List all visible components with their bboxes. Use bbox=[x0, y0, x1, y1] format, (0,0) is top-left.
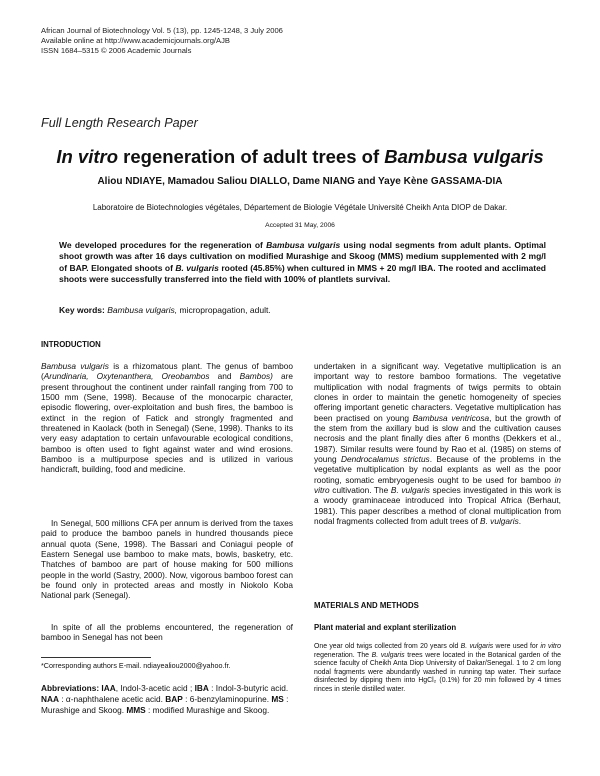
keywords-label: Key words: bbox=[59, 305, 105, 315]
title-text: regeneration of adult trees of bbox=[118, 146, 385, 167]
abbrev-text: , Indol-3-acetic acid ; bbox=[115, 683, 195, 693]
methods-heading: MATERIALS AND METHODS bbox=[314, 601, 419, 610]
journal-citation: African Journal of Biotechnology Vol. 5 (13), pp. 1245-1248, 3 July 2006 bbox=[41, 26, 283, 35]
methods-paragraph bbox=[314, 643, 561, 695]
methods-italic: B. vulgaris bbox=[460, 643, 494, 650]
methods-text: trees were located in the Botanical garden of the science faculty of Cheikh Anta Diop University of Dakar/Senegal. 1 to 2 cm long nodal fragments were abundantly washed in running tap water. Their surface disinfected by dipping them into HgCl₂ (0.1%) for 20 min followed by 4 times rinces in sterile distilled water. bbox=[314, 651, 562, 693]
methods-text: regeneration. The bbox=[314, 651, 372, 659]
right-text: cultivation. The bbox=[329, 485, 391, 496]
intro-paragraph-1 bbox=[41, 361, 293, 475]
abbrev-term: MMS bbox=[126, 705, 146, 715]
abbrev-text: : Murashige and Skoog. bbox=[41, 694, 289, 715]
title-italic-2: Bambusa vulgaris bbox=[384, 146, 544, 167]
right-text: species investigated in this work is a woody graminaceae introduced into Tropical Africa (Berhaut, 1981). This paper describes a method of clonal multiplication from nodal fragments collected from adult trees of bbox=[314, 485, 562, 527]
abbrev-term: BAP bbox=[165, 694, 183, 704]
title-italic-1: In vitro bbox=[56, 146, 119, 167]
abbrev-term: IAA bbox=[99, 683, 116, 693]
journal-url: Available online at http://www.academicjournals.org/AJB bbox=[41, 36, 230, 45]
right-italic: Bambusa ventricosa bbox=[412, 412, 490, 423]
paper-type: Full Length Research Paper bbox=[41, 116, 198, 130]
abstract bbox=[59, 240, 546, 285]
intro-text: are present throughout the continent under rainfall ranging from 700 to 1500 mm (Sene, 1998). Because of the monocarpic character, episodic flowering, over-exploitation and bush fires, the bamboo is extinct in the region of Fatick and strongly fragmented and threatened in Kaolack (both in Senegal) (Sene, 1998). Thanks to its very easy adaptation to certain unfavourable ecological conditions, bamboo is often used to fight against water and wind erosions. Bamboo is a multipurpose species and is utilized in various handicraft, building, food and medicine. bbox=[41, 371, 293, 475]
methods-text: One year old twigs collected from 20 years old bbox=[314, 643, 461, 650]
keyword-text: micropropagation, adult. bbox=[177, 305, 271, 315]
methods-italic: B. vulgaris bbox=[371, 651, 405, 659]
intro-italic: Bambos) bbox=[239, 371, 273, 382]
right-text: , but the growth of the stem from the axillary bud is slow and the cultivation causes necrosis and the plant finally dies after 6 months (Dekkers et al., 1987). Similar results were found by Rao et al. (1985) on stems of young bbox=[314, 412, 561, 465]
abbrev-text: : 6-benzylaminopurine. bbox=[182, 694, 272, 704]
intro-italic: Bambusa vulgaris bbox=[41, 361, 109, 371]
journal-header bbox=[41, 26, 283, 56]
abbreviations bbox=[41, 683, 293, 716]
intro-paragraph-3: In spite of all the problems encountered, the regeneration of bamboo in Senegal has not been bbox=[41, 622, 293, 643]
affiliation: Laboratoire de Biotechnologies végétales, Département de Biologie Végétale Université Cheikh Anta DIOP de Dakar. bbox=[92, 203, 508, 212]
methods-text: were used for bbox=[493, 643, 541, 650]
right-italic: B. vulgaris bbox=[390, 485, 430, 496]
intro-text: and bbox=[209, 371, 240, 382]
methods-italic: in vitro bbox=[540, 643, 562, 650]
intro-italic: Arundinaria, Oxytenanthera, Oreobambos bbox=[43, 371, 210, 382]
abbrev-text: : modified Murashige and Skoog. bbox=[145, 705, 270, 715]
abstract-text: using nodal segments from adult plants. Optimal shoot growth was after 16 days cultivation on modified Murashige and Skoog (MMS) medium supplemented with 2 mg/l of BAP. Elongated shoots of bbox=[59, 240, 546, 273]
abbrev-label: Abbreviations: bbox=[41, 683, 100, 693]
intro-text: is a rhizomatous plant. The genus of bamboo ( bbox=[41, 361, 293, 382]
abbrev-text: : α-naphthalene acetic acid. bbox=[58, 694, 166, 704]
abbrev-term: MS bbox=[271, 694, 284, 704]
keywords bbox=[59, 305, 546, 315]
journal-issn: ISSN 1684–5315 © 2006 Academic Journals bbox=[41, 46, 192, 55]
abbrev-text: : Indol-3-butyric acid. bbox=[208, 683, 289, 693]
keyword-italic: Bambusa vulgaris, bbox=[107, 305, 178, 315]
accepted-date: Accepted 31 May, 2006 bbox=[265, 222, 335, 229]
authors: Aliou NDIAYE, Mamadou Saliou DIALLO, Dame NIANG and Yaye Kène GASSAMA-DIA bbox=[97, 176, 503, 187]
right-paragraph bbox=[314, 361, 561, 527]
abstract-italic: B. vulgaris bbox=[175, 262, 219, 273]
abstract-text: We developed procedures for the regeneration of bbox=[59, 240, 267, 250]
paper-title bbox=[0, 146, 600, 168]
intro-heading: INTRODUCTION bbox=[41, 340, 101, 349]
right-text: . bbox=[518, 516, 522, 527]
right-text: undertaken in a significant way. Vegetative multiplication is an important way to restore bamboo formations. The vegetative multiplication with nodal fragments of twigs permits to obtain clones in order to maintain the genetic homogeneity of species offering important genetic characters. Vegetative multiplication has been practised on young bbox=[314, 361, 561, 423]
right-italic: Dendrocalamus strictus bbox=[340, 454, 430, 465]
abbrev-term: IBA bbox=[194, 683, 209, 693]
footnote: *Corresponding authors E-mail. ndiayealiou2000@yahoo.fr. bbox=[41, 661, 231, 670]
abbrev-term: NAA bbox=[41, 694, 59, 704]
abstract-text: rooted (45.85%) when cultured in MMS + 20 mg/l IBA. The rooted and acclimated shoots were successfully transferred into the field with 100% of plantlets survival. bbox=[59, 262, 546, 284]
methods-subheading: Plant material and explant sterilization bbox=[314, 623, 457, 632]
intro-paragraph-2: In Senegal, 500 millions CFA per annum is derived from the taxes paid to produce the bamboo panels in hundred thousands piece annual quota (Sene, 1998). The Bassari and Coniagui people of Eastern Senegal use bamboo to make mats, bowls, basketry, etc. Thatches of bamboo are part of house making for 500 millions people in the world (Sastry, 2000). Now, vigorous bamboo forest can be found only in protected areas and mostly in Niokolo Koba National park (Senegal). bbox=[41, 518, 293, 601]
right-text: . Because of the problems in the vegetative multiplication by nodal explants as well as the poor rooting, somatic embryogenesis ought to be used for bamboo bbox=[314, 454, 561, 485]
abstract-italic: Bambusa vulgaris bbox=[266, 240, 341, 250]
footnote-rule bbox=[41, 657, 151, 658]
right-italic: in vitro bbox=[314, 474, 561, 496]
right-italic: B. vulgaris bbox=[480, 516, 519, 527]
